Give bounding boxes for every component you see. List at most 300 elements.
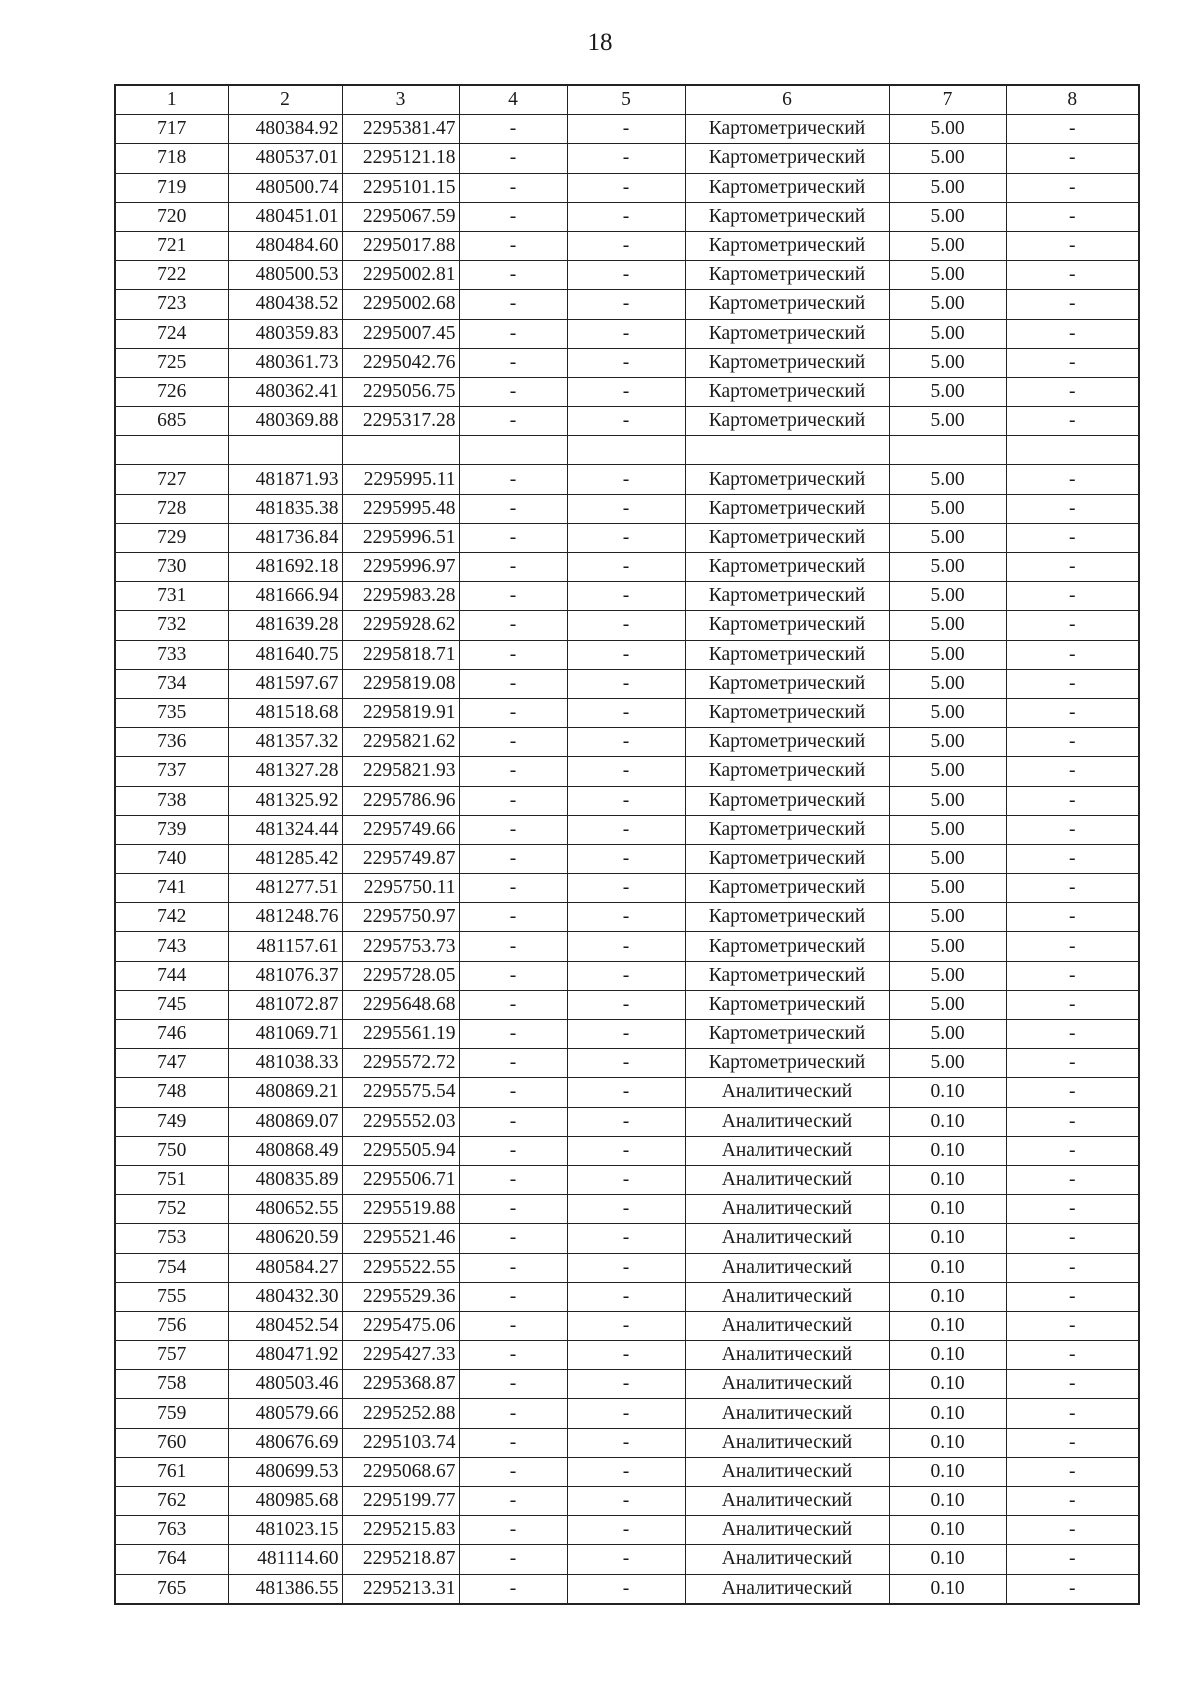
column-8-cell: - [1006,1399,1139,1428]
y-coordinate-cell: 2295522.55 [342,1253,459,1282]
method-cell: Картометрический [685,115,889,144]
table-row [115,1136,1139,1165]
y-coordinate-cell: 2295983.28 [342,582,459,611]
method-cell: Картометрический [685,231,889,260]
column-4-cell [459,436,567,465]
method-cell: Аналитический [685,1224,889,1253]
table-row [115,348,1139,377]
column-4-cell: - [459,494,567,523]
y-coordinate-cell: 2295819.91 [342,698,459,727]
x-coordinate-cell: 481038.33 [228,1049,342,1078]
accuracy-cell: 5.00 [889,698,1006,727]
method-cell: Картометрический [685,903,889,932]
column-4-cell: - [459,1516,567,1545]
method-cell: Картометрический [685,494,889,523]
table-row [115,611,1139,640]
point-number-cell: 748 [115,1078,228,1107]
point-number-cell: 750 [115,1136,228,1165]
accuracy-cell: 5.00 [889,144,1006,173]
point-number-cell: 724 [115,319,228,348]
table-row [115,202,1139,231]
point-number-cell: 738 [115,786,228,815]
table-row [115,757,1139,786]
y-coordinate-cell: 2295749.87 [342,844,459,873]
column-4-cell: - [459,231,567,260]
point-number-cell: 745 [115,990,228,1019]
accuracy-cell: 5.00 [889,815,1006,844]
column-4-cell: - [459,1107,567,1136]
point-number-cell: 741 [115,874,228,903]
column-8-cell: - [1006,1165,1139,1194]
y-coordinate-cell: 2295103.74 [342,1428,459,1457]
y-coordinate-cell: 2295475.06 [342,1311,459,1340]
accuracy-cell: 5.00 [889,669,1006,698]
x-coordinate-cell: 480359.83 [228,319,342,348]
method-cell: Картометрический [685,728,889,757]
column-5-cell: - [567,1457,685,1486]
point-number-cell: 718 [115,144,228,173]
x-coordinate-cell: 481157.61 [228,932,342,961]
column-5-cell: - [567,961,685,990]
table-row [115,1341,1139,1370]
y-coordinate-cell: 2295368.87 [342,1370,459,1399]
method-cell: Аналитический [685,1487,889,1516]
table-row [115,1020,1139,1049]
y-coordinate-cell: 2295821.62 [342,728,459,757]
column-8-cell: - [1006,1078,1139,1107]
y-coordinate-cell: 2295996.51 [342,523,459,552]
table-row [115,553,1139,582]
accuracy-cell: 0.10 [889,1282,1006,1311]
column-4-cell: - [459,874,567,903]
column-8-cell: - [1006,1516,1139,1545]
method-cell: Аналитический [685,1311,889,1340]
accuracy-cell: 5.00 [889,903,1006,932]
table-row [115,319,1139,348]
method-cell: Аналитический [685,1457,889,1486]
y-coordinate-cell: 2295002.81 [342,261,459,290]
y-coordinate-cell: 2295648.68 [342,990,459,1019]
column-5-cell: - [567,698,685,727]
y-coordinate-cell: 2295572.72 [342,1049,459,1078]
y-coordinate-cell: 2295007.45 [342,319,459,348]
accuracy-cell: 5.00 [889,465,1006,494]
y-coordinate-cell: 2295818.71 [342,640,459,669]
column-5-cell: - [567,1107,685,1136]
table-row [115,1195,1139,1224]
column-8-cell: - [1006,173,1139,202]
y-coordinate-cell: 2295819.08 [342,669,459,698]
column-4-cell: - [459,319,567,348]
y-coordinate-cell: 2295753.73 [342,932,459,961]
accuracy-cell: 5.00 [889,202,1006,231]
method-cell: Картометрический [685,698,889,727]
column-4-cell: - [459,465,567,494]
x-coordinate-cell: 481277.51 [228,874,342,903]
point-number-cell: 755 [115,1282,228,1311]
point-number-cell: 727 [115,465,228,494]
accuracy-cell: 0.10 [889,1516,1006,1545]
table-row [115,640,1139,669]
method-cell: Аналитический [685,1136,889,1165]
column-8-cell: - [1006,1370,1139,1399]
column-8-cell: - [1006,1224,1139,1253]
column-5-cell: - [567,407,685,436]
column-5-cell: - [567,494,685,523]
column-5-cell: - [567,932,685,961]
table-row [115,465,1139,494]
point-number-cell: 722 [115,261,228,290]
y-coordinate-cell: 2295995.11 [342,465,459,494]
table-row [115,290,1139,319]
accuracy-cell: 5.00 [889,582,1006,611]
point-number-cell: 739 [115,815,228,844]
column-8-cell: - [1006,1574,1139,1604]
column-8-cell: - [1006,1049,1139,1078]
table-row [115,698,1139,727]
x-coordinate-cell: 481692.18 [228,553,342,582]
column-4-cell: - [459,523,567,552]
column-4-cell: - [459,757,567,786]
column-5-cell: - [567,1224,685,1253]
accuracy-cell: 5.00 [889,261,1006,290]
column-8-cell: - [1006,494,1139,523]
table-row [115,1545,1139,1574]
column-4-cell: - [459,144,567,173]
column-5-cell: - [567,1399,685,1428]
x-coordinate-cell: 481069.71 [228,1020,342,1049]
column-8-cell [1006,436,1139,465]
column-4-cell: - [459,1341,567,1370]
method-cell [685,436,889,465]
method-cell: Картометрический [685,990,889,1019]
x-coordinate-cell: 481076.37 [228,961,342,990]
accuracy-cell: 0.10 [889,1165,1006,1194]
column-5-cell: - [567,1049,685,1078]
column-5-cell: - [567,1020,685,1049]
point-number-cell: 725 [115,348,228,377]
column-8-cell: - [1006,202,1139,231]
column-5-cell: - [567,465,685,494]
method-cell: Аналитический [685,1165,889,1194]
column-5-cell: - [567,815,685,844]
x-coordinate-cell: 480384.92 [228,115,342,144]
y-coordinate-cell: 2295995.48 [342,494,459,523]
table-row [115,1457,1139,1486]
column-header: 2 [228,85,342,115]
method-cell: Картометрический [685,319,889,348]
column-5-cell: - [567,144,685,173]
method-cell: Аналитический [685,1428,889,1457]
column-5-cell: - [567,669,685,698]
point-number-cell: 765 [115,1574,228,1604]
method-cell: Картометрический [685,348,889,377]
y-coordinate-cell: 2295821.93 [342,757,459,786]
column-5-cell: - [567,728,685,757]
x-coordinate-cell: 480361.73 [228,348,342,377]
point-number-cell: 721 [115,231,228,260]
method-cell: Аналитический [685,1195,889,1224]
accuracy-cell: 0.10 [889,1195,1006,1224]
point-number-cell [115,436,228,465]
accuracy-cell: 5.00 [889,640,1006,669]
method-cell: Картометрический [685,757,889,786]
y-coordinate-cell: 2295427.33 [342,1341,459,1370]
column-4-cell: - [459,1224,567,1253]
column-4-cell: - [459,582,567,611]
column-4-cell: - [459,115,567,144]
column-5-cell: - [567,874,685,903]
column-header: 3 [342,85,459,115]
table-row [115,494,1139,523]
accuracy-cell: 0.10 [889,1487,1006,1516]
column-4-cell: - [459,1574,567,1604]
method-cell: Картометрический [685,640,889,669]
column-5-cell [567,436,685,465]
method-cell: Аналитический [685,1516,889,1545]
accuracy-cell: 0.10 [889,1370,1006,1399]
x-coordinate-cell: 480503.46 [228,1370,342,1399]
x-coordinate-cell: 481072.87 [228,990,342,1019]
method-cell: Аналитический [685,1341,889,1370]
column-5-cell: - [567,261,685,290]
column-4-cell: - [459,640,567,669]
y-coordinate-cell: 2295252.88 [342,1399,459,1428]
accuracy-cell: 5.00 [889,961,1006,990]
column-5-cell: - [567,611,685,640]
point-number-cell: 764 [115,1545,228,1574]
column-8-cell: - [1006,815,1139,844]
y-coordinate-cell: 2295996.97 [342,553,459,582]
method-cell: Картометрический [685,523,889,552]
point-number-cell: 737 [115,757,228,786]
point-number-cell: 746 [115,1020,228,1049]
column-8-cell: - [1006,990,1139,1019]
y-coordinate-cell: 2295529.36 [342,1282,459,1311]
y-coordinate-cell: 2295505.94 [342,1136,459,1165]
accuracy-cell: 5.00 [889,377,1006,406]
column-4-cell: - [459,202,567,231]
column-4-cell: - [459,1282,567,1311]
accuracy-cell: 0.10 [889,1078,1006,1107]
y-coordinate-cell: 2295121.18 [342,144,459,173]
accuracy-cell: 5.00 [889,553,1006,582]
y-coordinate-cell: 2295575.54 [342,1078,459,1107]
point-number-cell: 730 [115,553,228,582]
y-coordinate-cell: 2295521.46 [342,1224,459,1253]
column-5-cell: - [567,1574,685,1604]
column-4-cell: - [459,1399,567,1428]
column-8-cell: - [1006,786,1139,815]
point-number-cell: 744 [115,961,228,990]
column-5-cell: - [567,1516,685,1545]
point-number-cell: 734 [115,669,228,698]
x-coordinate-cell: 480369.88 [228,407,342,436]
table-row [115,903,1139,932]
column-5-cell: - [567,173,685,202]
accuracy-cell: 5.00 [889,728,1006,757]
accuracy-cell: 0.10 [889,1428,1006,1457]
column-8-cell: - [1006,553,1139,582]
x-coordinate-cell: 481835.38 [228,494,342,523]
column-4-cell: - [459,961,567,990]
column-4-cell: - [459,669,567,698]
column-5-cell: - [567,1428,685,1457]
column-8-cell: - [1006,1136,1139,1165]
table-row [115,523,1139,552]
column-8-cell: - [1006,1487,1139,1516]
table-row [115,1049,1139,1078]
y-coordinate-cell: 2295728.05 [342,961,459,990]
column-4-cell: - [459,1370,567,1399]
table-row [115,961,1139,990]
column-4-cell: - [459,1136,567,1165]
y-coordinate-cell: 2295056.75 [342,377,459,406]
x-coordinate-cell: 480985.68 [228,1487,342,1516]
method-cell: Картометрический [685,611,889,640]
x-coordinate-cell [228,436,342,465]
method-cell: Картометрический [685,261,889,290]
point-number-cell: 731 [115,582,228,611]
column-4-cell: - [459,407,567,436]
column-8-cell: - [1006,348,1139,377]
table-row [115,1516,1139,1545]
column-8-cell: - [1006,932,1139,961]
method-cell: Картометрический [685,1020,889,1049]
column-5-cell: - [567,290,685,319]
x-coordinate-cell: 481386.55 [228,1574,342,1604]
column-5-cell: - [567,319,685,348]
method-cell: Аналитический [685,1574,889,1604]
method-cell: Картометрический [685,202,889,231]
accuracy-cell: 5.00 [889,874,1006,903]
column-4-cell: - [459,377,567,406]
x-coordinate-cell: 481023.15 [228,1516,342,1545]
y-coordinate-cell: 2295017.88 [342,231,459,260]
point-number-cell: 761 [115,1457,228,1486]
column-8-cell: - [1006,407,1139,436]
column-4-cell: - [459,990,567,1019]
y-coordinate-cell: 2295750.11 [342,874,459,903]
table-row [115,874,1139,903]
x-coordinate-cell: 480500.74 [228,173,342,202]
column-5-cell: - [567,1311,685,1340]
y-coordinate-cell: 2295749.66 [342,815,459,844]
point-number-cell: 760 [115,1428,228,1457]
column-5-cell: - [567,1078,685,1107]
x-coordinate-cell: 481285.42 [228,844,342,873]
accuracy-cell [889,436,1006,465]
x-coordinate-cell: 481871.93 [228,465,342,494]
x-coordinate-cell: 480868.49 [228,1136,342,1165]
point-number-cell: 720 [115,202,228,231]
point-number-cell: 733 [115,640,228,669]
point-number-cell: 743 [115,932,228,961]
column-5-cell: - [567,903,685,932]
method-cell: Картометрический [685,815,889,844]
x-coordinate-cell: 481325.92 [228,786,342,815]
y-coordinate-cell: 2295552.03 [342,1107,459,1136]
column-5-cell: - [567,231,685,260]
point-number-cell: 754 [115,1253,228,1282]
method-cell: Аналитический [685,1399,889,1428]
y-coordinate-cell: 2295218.87 [342,1545,459,1574]
point-number-cell: 740 [115,844,228,873]
point-number-cell: 758 [115,1370,228,1399]
table-row [115,728,1139,757]
column-4-cell: - [459,611,567,640]
column-5-cell: - [567,348,685,377]
point-number-cell: 728 [115,494,228,523]
accuracy-cell: 0.10 [889,1107,1006,1136]
method-cell: Картометрический [685,1049,889,1078]
accuracy-cell: 5.00 [889,932,1006,961]
column-5-cell: - [567,377,685,406]
accuracy-cell: 5.00 [889,115,1006,144]
page-number: 18 [587,29,613,56]
method-cell: Аналитический [685,1545,889,1574]
table-row [115,261,1139,290]
x-coordinate-cell: 480432.30 [228,1282,342,1311]
accuracy-cell: 5.00 [889,348,1006,377]
accuracy-cell: 5.00 [889,990,1006,1019]
column-8-cell: - [1006,1457,1139,1486]
accuracy-cell: 0.10 [889,1136,1006,1165]
method-cell: Картометрический [685,582,889,611]
table-row [115,1078,1139,1107]
y-coordinate-cell: 2295561.19 [342,1020,459,1049]
column-5-cell: - [567,115,685,144]
table-row [115,115,1139,144]
column-5-cell: - [567,844,685,873]
column-4-cell: - [459,1078,567,1107]
column-4-cell: - [459,1165,567,1194]
table-row [115,1370,1139,1399]
table-row [115,1428,1139,1457]
column-header: 8 [1006,85,1139,115]
x-coordinate-cell: 480500.53 [228,261,342,290]
accuracy-cell: 0.10 [889,1311,1006,1340]
column-5-cell: - [567,1253,685,1282]
column-4-cell: - [459,1253,567,1282]
x-coordinate-cell: 480584.27 [228,1253,342,1282]
column-4-cell: - [459,553,567,582]
column-5-cell: - [567,786,685,815]
column-5-cell: - [567,757,685,786]
table-row [115,1574,1139,1604]
y-coordinate-cell: 2295317.28 [342,407,459,436]
method-cell: Картометрический [685,961,889,990]
column-header: 7 [889,85,1006,115]
table-row [115,144,1139,173]
column-4-cell: - [459,1457,567,1486]
table-header-row [115,85,1139,115]
column-header: 6 [685,85,889,115]
column-8-cell: - [1006,319,1139,348]
point-number-cell: 749 [115,1107,228,1136]
column-header: 5 [567,85,685,115]
column-5-cell: - [567,640,685,669]
point-number-cell: 752 [115,1195,228,1224]
y-coordinate-cell: 2295381.47 [342,115,459,144]
accuracy-cell: 0.10 [889,1341,1006,1370]
x-coordinate-cell: 481324.44 [228,815,342,844]
column-8-cell: - [1006,698,1139,727]
column-8-cell: - [1006,231,1139,260]
x-coordinate-cell: 480620.59 [228,1224,342,1253]
accuracy-cell: 5.00 [889,407,1006,436]
column-5-cell: - [567,523,685,552]
